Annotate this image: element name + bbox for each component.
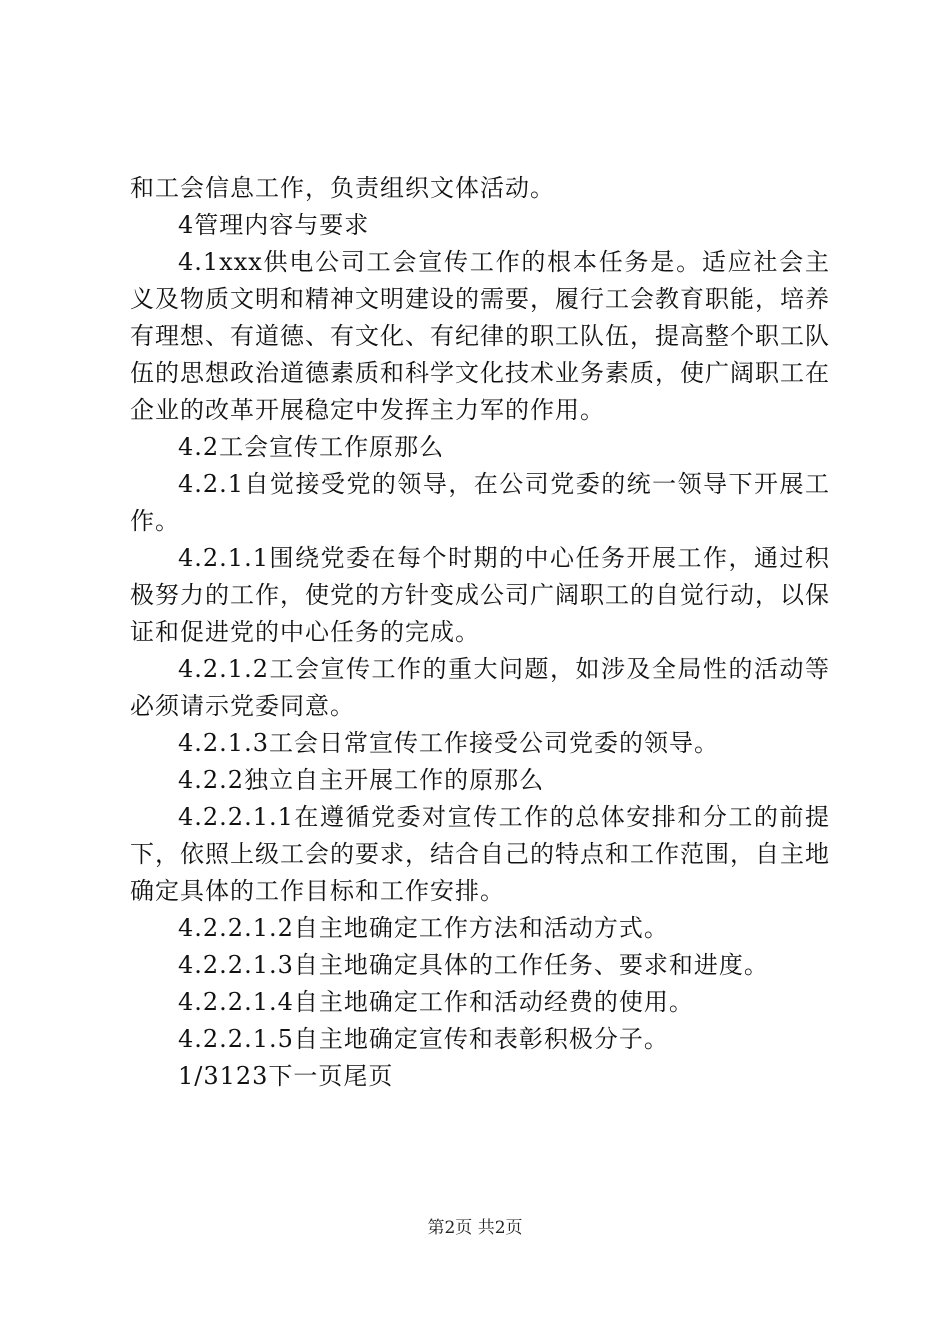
- paragraph-4-2-2-1-4: 4.2.2.1.4自主地确定工作和活动经费的使用。: [178, 988, 694, 1016]
- paragraph-4-2-1-3: 4.2.1.3工会日常宣传工作接受公司党委的领导。: [178, 729, 719, 757]
- paragraph-continuation: 和工会信息工作，负责组织文体活动。: [130, 174, 555, 202]
- page-footer: 第2页 共2页: [427, 1218, 523, 1238]
- paragraph-4-2-2-1-1: 4.2.2.1.1在遵循党委对宣传工作的总体安排和分工的前提下，依照上级工会的要求，结合自己的特点和工作范围，自主地确定具体的工作目标和工作安排。: [130, 803, 830, 905]
- paragraph-4-2-2-1-2: 4.2.2.1.2自主地确定工作方法和活动方式。: [178, 914, 669, 942]
- paragraph-4-2-1-2: 4.2.1.2工会宣传工作的重大问题，如涉及全局性的活动等必须请示党委同意。: [130, 655, 830, 720]
- pagination-text: 1/3123下一页尾页: [178, 1062, 394, 1090]
- paragraph-4-1: 4.1xxx供电公司工会宣传工作的根本任务是。适应社会主义及物质文明和精神文明建设的需要，履行工会教育职能，培养有理想、有道德、有文化、有纪律的职工队伍，提高整个职工队伍的思想政治道德素质和科学文化技术业务素质，使广阔职工在企业的改革开展稳定中发挥主力军的作用。: [130, 248, 830, 424]
- paragraph-4-2-2-1-5: 4.2.2.1.5自主地确定宣传和表彰积极分子。: [178, 1025, 669, 1053]
- paragraph-4-2-1-1: 4.2.1.1围绕党委在每个时期的中心任务开展工作，通过积极努力的工作，使党的方针变成公司广阔职工的自觉行动，以保证和促进党的中心任务的完成。: [130, 544, 830, 646]
- document-body: [130, 170, 830, 1095]
- paragraph-4-2-2-1-3: 4.2.2.1.3自主地确定具体的工作任务、要求和进度。: [178, 951, 769, 979]
- section-heading-4: 4管理内容与要求: [178, 211, 370, 239]
- paragraph-4-2-1: 4.2.1自觉接受党的领导，在公司党委的统一领导下开展工作。: [130, 470, 830, 535]
- section-heading-4-2: 4.2工会宣传工作原那么: [178, 433, 445, 461]
- section-heading-4-2-2: 4.2.2独立自主开展工作的原那么: [178, 766, 545, 794]
